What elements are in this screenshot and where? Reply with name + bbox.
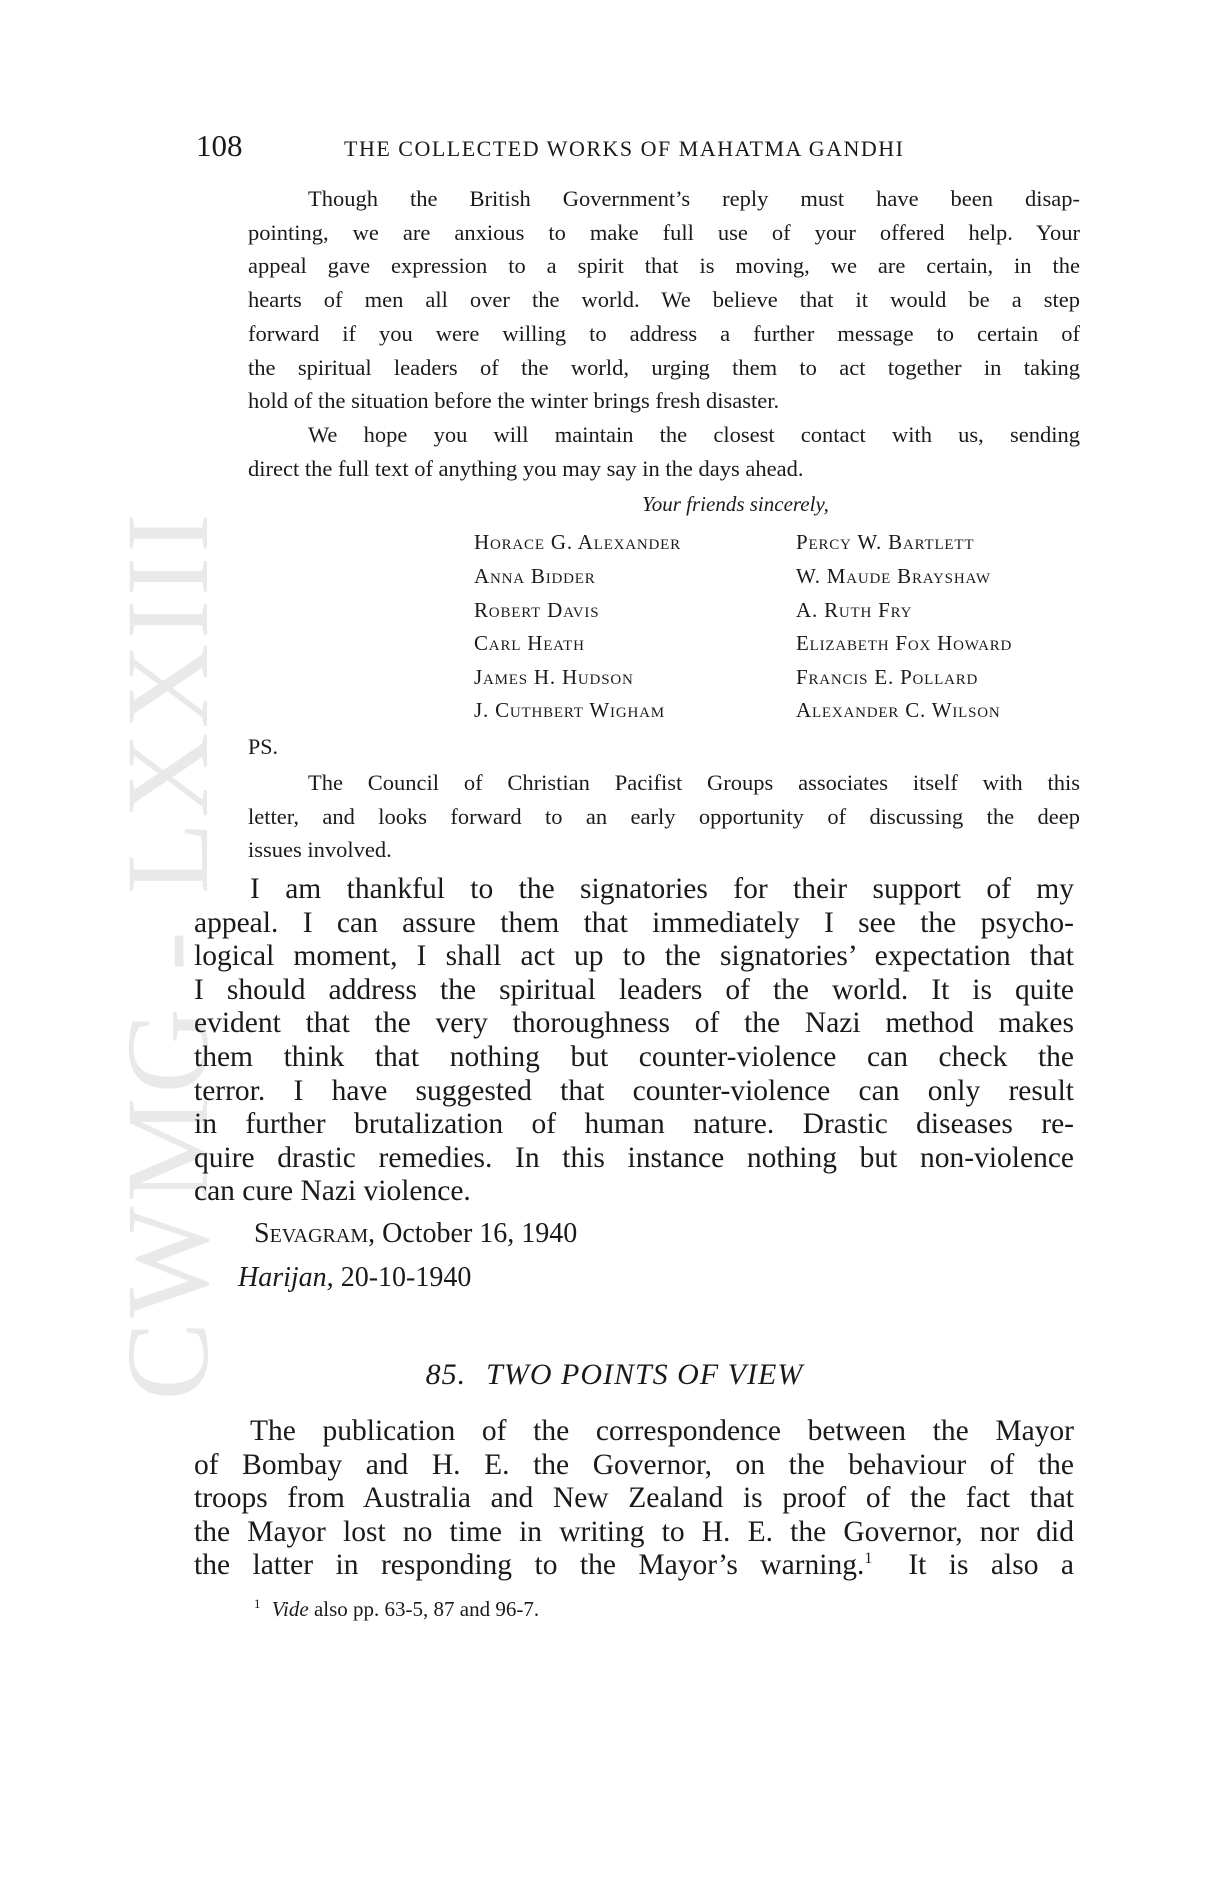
section-paragraph (194, 1415, 1074, 1583)
signatory: Anna Bidder (474, 564, 596, 588)
reply-line: in further brutalization of human nature. Drastic diseases re- (194, 1108, 1074, 1141)
dateline (254, 1218, 577, 1250)
footnote-vide: Vide (271, 1597, 309, 1621)
section-number: 85. (425, 1358, 467, 1391)
section-line: the latter in responding to the Mayor’s warning. (194, 1549, 865, 1582)
letter-line: forward if you were willing to address a further message to certain of (248, 320, 1080, 346)
signatory: Francis E. Pollard (796, 665, 979, 689)
footnote-text: also pp. 63-5, 87 and 96-7. (313, 1597, 540, 1621)
signatory: J. Cuthbert Wigham (474, 698, 665, 722)
source-date: 20-10-1940 (340, 1262, 472, 1293)
running-head: THE COLLECTED WORKS OF MAHATMA GANDHI (344, 136, 905, 161)
letter-line: direct the full text of anything you may say in the days ahead. (248, 455, 804, 481)
signatory: A. Ruth Fry (796, 598, 913, 622)
signatory: Robert Davis (474, 598, 600, 622)
letter-line: pointing, we are anxious to make full use of your offered help. Your (248, 219, 1080, 245)
section-line: The publication of the correspondence between the Mayor (250, 1415, 1074, 1447)
signatory: Carl Heath (474, 631, 585, 655)
signatory: Percy W. Bartlett (796, 530, 975, 554)
postscript-label: PS. (248, 734, 278, 759)
signatory: James H. Hudson (474, 665, 634, 689)
letter-line: hearts of men all over the world. We believe that it would be a step (248, 287, 1080, 313)
reply-line: terror. I have suggested that counter-violence can only result (194, 1074, 1074, 1107)
signatory: Alexander C. Wilson (796, 698, 1001, 722)
reply-line: I should address the spiritual leaders of the world. It is quite (194, 973, 1074, 1006)
letter-line: the spiritual leaders of the world, urging them to act together in taking (248, 354, 1080, 380)
reply-line: them think that nothing but counter-violence can check the (194, 1040, 1074, 1073)
reply-line: evident that the very thoroughness of the Nazi method makes (194, 1007, 1074, 1040)
postscript-paragraph (248, 766, 1080, 867)
letter-line: Though the British Government’s reply must have been disap- (308, 186, 1080, 211)
postscript-line: issues involved. (248, 837, 392, 863)
letter-paragraph-1 (248, 182, 1080, 418)
section-line-with-note (194, 1549, 1074, 1583)
letter-line: hold of the situation before the winter brings fresh disaster. (248, 388, 780, 414)
page-number: 108 (196, 128, 243, 163)
letter-line: We hope you will maintain the closest contact with us, sending (308, 422, 1080, 447)
section-title (0, 1358, 1229, 1392)
reply-paragraph (194, 873, 1074, 1209)
section-line: It is also a (908, 1549, 1075, 1582)
section-line: troops from Australia and New Zealand is proof of the fact that (194, 1482, 1074, 1515)
watermark: CWMG - LXXIII (102, 509, 233, 1401)
letter-line: appeal gave expression to a spirit that is moving, we are certain, in the (248, 253, 1080, 279)
footnote-marker: 1 (254, 1596, 261, 1611)
dateline-place: Sevagram, (254, 1218, 376, 1249)
section-line: of Bombay and H. E. the Governor, on the behaviour of the (194, 1448, 1074, 1481)
reply-line: quire drastic remedies. In this instance nothing but non-violence (194, 1141, 1074, 1174)
signatory: W. Maude Brayshaw (796, 564, 991, 588)
signatory: Horace G. Alexander (474, 530, 681, 554)
letter-paragraph-2 (248, 418, 1080, 485)
source-title: Harijan, (238, 1262, 334, 1293)
letter-closing: Your friends sincerely, (642, 492, 829, 516)
section-line: the Mayor lost no time in writing to H. E. the Governor, nor did (194, 1515, 1074, 1548)
section-title-text: TWO POINTS OF VIEW (486, 1358, 804, 1391)
source-citation (238, 1262, 471, 1294)
reply-line: logical moment, I shall act up to the signatories’ expectation that (194, 940, 1074, 973)
reply-line: I am thankful to the signatories for their support of my (250, 873, 1074, 905)
reply-line: appeal. I can assure them that immediately I see the psycho- (194, 906, 1074, 939)
footnote (254, 1596, 539, 1622)
signatory: Elizabeth Fox Howard (796, 631, 1013, 655)
dateline-date: October 16, 1940 (382, 1218, 578, 1249)
reply-line: can cure Nazi violence. (194, 1175, 471, 1208)
postscript-line: letter, and looks forward to an early opportunity of discussing the deep (248, 803, 1080, 829)
postscript-line: The Council of Christian Pacifist Groups associates itself with this (308, 770, 1080, 795)
footnote-reference[interactable]: 1 (864, 1550, 873, 1568)
